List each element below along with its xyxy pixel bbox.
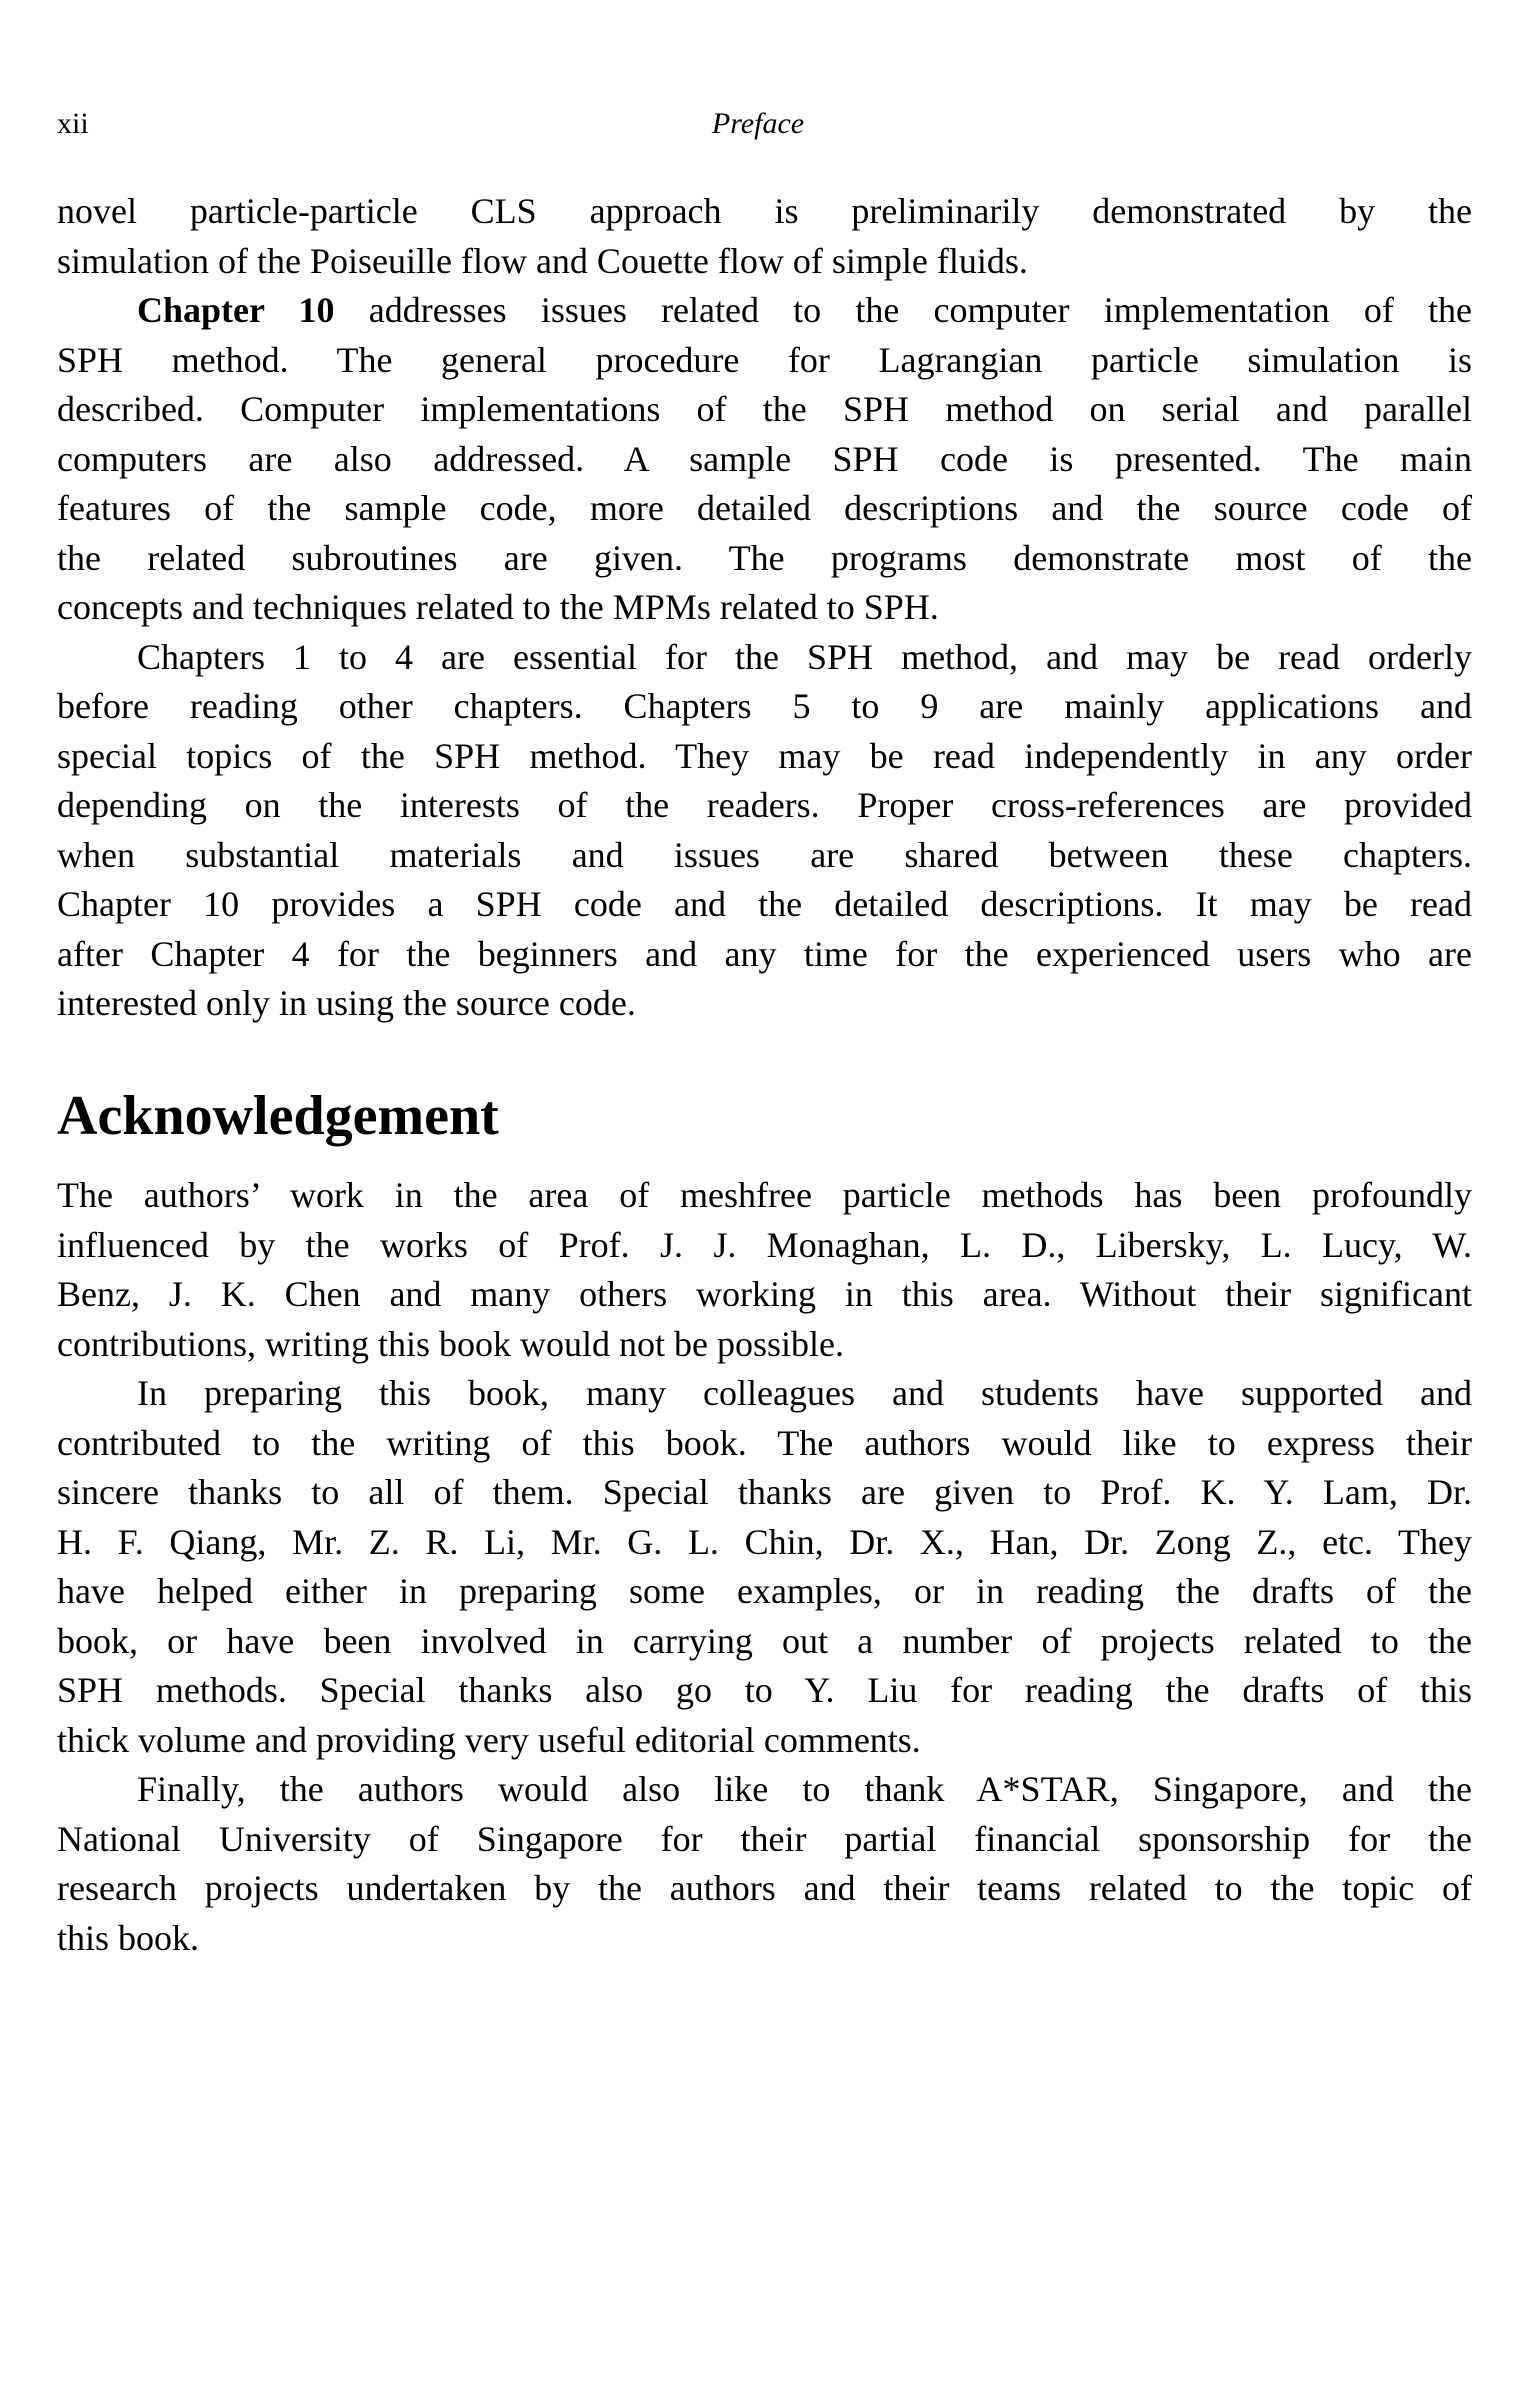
line-text: contributed to the writing of this book. The authors would like to express their: [57, 1422, 1472, 1463]
line-text: special topics of the SPH method. They may be read independently in any order: [57, 735, 1472, 776]
text-line: [57, 1617, 1472, 1667]
text-line: [57, 979, 1472, 1029]
text-line: [57, 1171, 1472, 1221]
line-text: contributions, writing this book would not be possible.: [57, 1323, 844, 1364]
line-text: Finally, the authors would also like to thank A*STAR, Singapore, and the: [137, 1769, 1472, 1809]
line-text: after Chapter 4 for the beginners and any time for the experienced users who are: [57, 933, 1472, 974]
text-line: [57, 1221, 1472, 1271]
line-text: interested only in using the source code.: [57, 983, 636, 1023]
line-text: SPH methods. Special thanks also go to Y. Liu for reading the drafts of this: [57, 1670, 1472, 1710]
text-line: [57, 1518, 1472, 1568]
text-line: [57, 1765, 1472, 1815]
line-text: concepts and techniques related to the MPMs related to SPH.: [57, 587, 939, 627]
text-line: [57, 187, 1472, 237]
text-line: [57, 732, 1472, 782]
line-text: depending on the interests of the readers. Proper cross-references are provided: [57, 785, 1472, 825]
line-text: Chapters 1 to 4 are essential for the SPH method, and may be read orderly: [137, 636, 1472, 677]
text-line: [57, 385, 1472, 435]
line-text: simulation of the Poiseuille flow and Couette flow of simple fluids.: [57, 240, 1028, 281]
line-text: Benz, J. K. Chen and many others working in this area. Without their significant: [57, 1274, 1472, 1314]
text-line: [57, 831, 1472, 881]
preface-text: [57, 187, 1472, 1029]
text-line: [57, 1567, 1472, 1617]
text-line: [57, 435, 1472, 485]
acknowledgement-text: [57, 1171, 1472, 1963]
text-line: [57, 583, 1472, 633]
text-line: [57, 286, 1472, 336]
text-line: [57, 682, 1472, 732]
page-number: xii: [57, 107, 89, 140]
line-text: addresses issues related to the computer implementation of the: [334, 290, 1472, 330]
line-text: influenced by the works of Prof. J. J. Monaghan, L. D., Libersky, L. Lucy, W.: [57, 1224, 1472, 1265]
running-header: Preface: [711, 107, 805, 140]
line-text: National University of Singapore for their partial financial sponsorship for the: [57, 1818, 1472, 1859]
line-text: research projects undertaken by the authors and their teams related to the topic of: [57, 1868, 1472, 1908]
line-text: The authors’ work in the area of meshfree particle methods has been profoundly: [57, 1175, 1472, 1215]
line-text: novel particle-particle CLS approach is preliminarily demonstrated by the: [57, 191, 1472, 231]
line-text: thick volume and providing very useful editorial comments.: [57, 1719, 921, 1760]
text-line: [57, 484, 1472, 534]
text-line: [57, 336, 1472, 386]
line-text: before reading other chapters. Chapters 5 to 9 are mainly applications and: [57, 686, 1472, 726]
line-text: book, or have been involved in carrying out a number of projects related to the: [57, 1620, 1472, 1661]
text-line: [57, 1716, 1472, 1766]
line-text: described. Computer implementations of the SPH method on serial and parallel: [57, 389, 1472, 429]
text-line: [57, 1320, 1472, 1370]
text-line: [57, 534, 1472, 584]
text-line: [57, 237, 1472, 287]
line-text: when substantial materials and issues are shared between these chapters.: [57, 834, 1472, 875]
text-line: [57, 1369, 1472, 1419]
text-line: [57, 781, 1472, 831]
text-line: [57, 1270, 1472, 1320]
text-line: [57, 1914, 1472, 1964]
line-text: features of the sample code, more detailed descriptions and the source code of: [57, 488, 1472, 528]
line-text: computers are also addressed. A sample SPH code is presented. The main: [57, 438, 1472, 479]
text-line: [57, 1468, 1472, 1518]
text-line: [57, 1666, 1472, 1716]
section-heading: Acknowledgement: [57, 1085, 499, 1147]
line-text: H. F. Qiang, Mr. Z. R. Li, Mr. G. L. Chin, Dr. X., Han, Dr. Zong Z., etc. They: [57, 1521, 1472, 1562]
line-text: have helped either in preparing some examples, or in reading the drafts of the: [57, 1571, 1472, 1611]
line-text: SPH method. The general procedure for Lagrangian particle simulation is: [57, 339, 1472, 380]
text-line: [57, 1815, 1472, 1865]
text-line: [57, 1864, 1472, 1914]
text-line: [57, 880, 1472, 930]
text-line: [57, 633, 1472, 683]
line-text: In preparing this book, many colleagues and students have supported and: [137, 1373, 1472, 1413]
line-text: Chapter 10 provides a SPH code and the detailed descriptions. It may be read: [57, 884, 1472, 924]
line-text: this book.: [57, 1917, 200, 1958]
line-text: the related subroutines are given. The programs demonstrate most of the: [57, 537, 1472, 578]
line-text: sincere thanks to all of them. Special thanks are given to Prof. K. Y. Lam, Dr.: [57, 1472, 1472, 1512]
text-line: [57, 1419, 1472, 1469]
bold-lead: Chapter 10: [137, 290, 335, 330]
text-line: [57, 930, 1472, 980]
